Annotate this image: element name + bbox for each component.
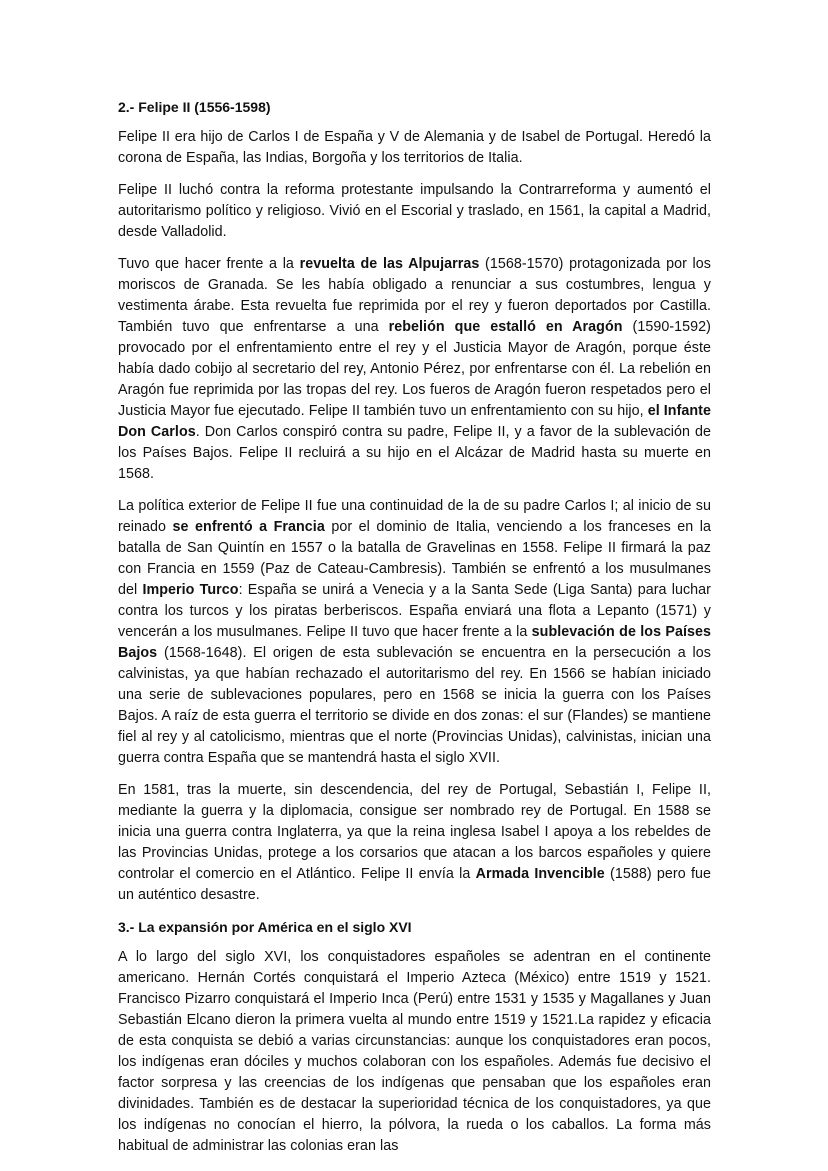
bold-term-alpujarras: revuelta de las Alpujarras [299,256,480,272]
text-run: (1590-1592) provocado por el enfrentamiento entre el rey y el Justicia Mayor de Aragón, porque éste había dado cobijo al secretario del rey, Antonio Pérez, por enfrentarse con él. La rebelión en Aragón fue reprimida por las tropas del rey. Los fueros de Aragón fueron respetados pero el Justicia Mayor fue ejecutado. Felipe II también tuvo un enfrentamiento con su hijo, [118,319,711,419]
text-run: La política exterior de Felipe II fue una continuidad de la de su padre Carlos I; al inicio de su reinado [118,498,711,535]
bold-term-rebelion-aragon: rebelión que estalló en Aragón [388,319,623,335]
section-3-paragraph-1: A lo largo del siglo XVI, los conquistadores españoles se adentran en el continente americano. Hernán Cortés conquistará el Imperio Azteca (México) entre 1519 y 1521. Francisco Pizarro conquistará el Imperio Inca (Perú) entre 1531 y 1535 y Magallanes y Juan Sebastián Elcano dieron la primera vuelta al mundo entre 1519 y 1521.La rapidez y eficacia de esta conquista se debió a varias circunstancias: aunque los conquistadores eran pocos, los indígenas eran dóciles y muchos colaboran con los españoles. Además fue decisivo el factor sorpresa y las creencias de los indígenas que pensaban que los españoles eran divinidades. También es de destacar la superioridad técnica de los conquistadores, ya que los indígenas no conocían el hierro, la pólvora, la rueda o los caballos. La forma más habitual de administrar las colonias eran las [118,949,711,1154]
text-run: Tuvo que hacer frente a la [118,256,300,272]
section-3-heading: 3.- La expansión por América en el siglo XVI [118,919,412,935]
text-run: En 1581, tras la muerte, sin descendencia, del rey de Portugal, Sebastián I, Felipe II, mediante la guerra y la diplomacia, consigue ser nombrado rey de Portugal. En 1588 se inicia una guerra contra Inglaterra, ya que la reina inglesa Isabel I apoya a los rebeldes de las Provincias Unidas, protege a los corsarios que atacan a los barcos españoles y quiere controlar el comercio en el Atlántico. Felipe II envía la [118,782,711,882]
bold-term-imperio-turco: Imperio Turco [142,582,239,598]
bold-term-infante-don-carlos: el Infante Don Carlos [118,403,711,440]
text-run: : España se unirá a Venecia y a la Santa Sede (Liga Santa) para luchar contra los turcos y los piratas berberiscos. España enviará una flota a Lepanto (1571) y vencerán a los musulmanes. Felipe II tuvo que hacer frente a la [118,582,711,640]
section-2-paragraph-5 [118,780,711,906]
section-2-paragraph-3 [118,254,711,485]
section-2-paragraph-2: Felipe II luchó contra la reforma protestante impulsando la Contrarreforma y aumentó el autoritarismo político y religioso. Vivió en el Escorial y traslado, en 1561, la capital a Madrid, desde Valladolid. [118,182,711,240]
section-2-paragraph-4 [118,496,711,769]
bold-term-paises-bajos: sublevación de los Países Bajos [118,624,711,661]
text-run: (1568-1570) protagonizada por los moriscos de Granada. Se les había obligado a renunciar a sus costumbres, lengua y vestimenta árabe. Esta revuelta fue reprimida por el rey y fueron deportados por Castilla. También tuvo que enfrentarse a una [118,256,711,335]
text-run: . Don Carlos conspiró contra su padre, Felipe II, y a favor de la sublevación de los Países Bajos. Felipe II recluirá a su hijo en el Alcázar de Madrid hasta su muerte en 1568. [118,424,711,482]
bold-term-francia: se enfrentó a Francia [172,519,325,535]
text-run: (1588) pero fue un auténtico desastre. [118,866,711,903]
bold-term-armada-invencible: Armada Invencible [475,866,605,882]
section-2-heading: 2.- Felipe II (1556-1598) [118,99,271,115]
text-run: por el dominio de Italia, venciendo a los franceses en la batalla de San Quintín en 1557 o la batalla de Gravelinas en 1558. Felipe II firmará la paz con Francia en 1559 (Paz de Cateau-Cambresis). También se enfrentó a los musulmanes del [118,519,711,598]
text-run: (1568-1648). El origen de esta sublevación se encuentra en la persecución a los calvinistas, ya que habían rechazado el autoritarismo del rey. En 1566 se habían iniciado una serie de sublevaciones populares, pero en 1568 se inicia la guerra con los Países Bajos. A raíz de esta guerra el territorio se divide en dos zonas: el sur (Flandes) se mantiene fiel al rey y al catolicismo, mientras que el norte (Provincias Unidas), calvinistas, inician una guerra contra España que se mantendrá hasta el siglo XVII. [118,645,711,766]
section-2-paragraph-1: Felipe II era hijo de Carlos I de España y V de Alemania y de Isabel de Portugal. Heredó la corona de España, las Indias, Borgoña y los territorios de Italia. [118,129,711,166]
